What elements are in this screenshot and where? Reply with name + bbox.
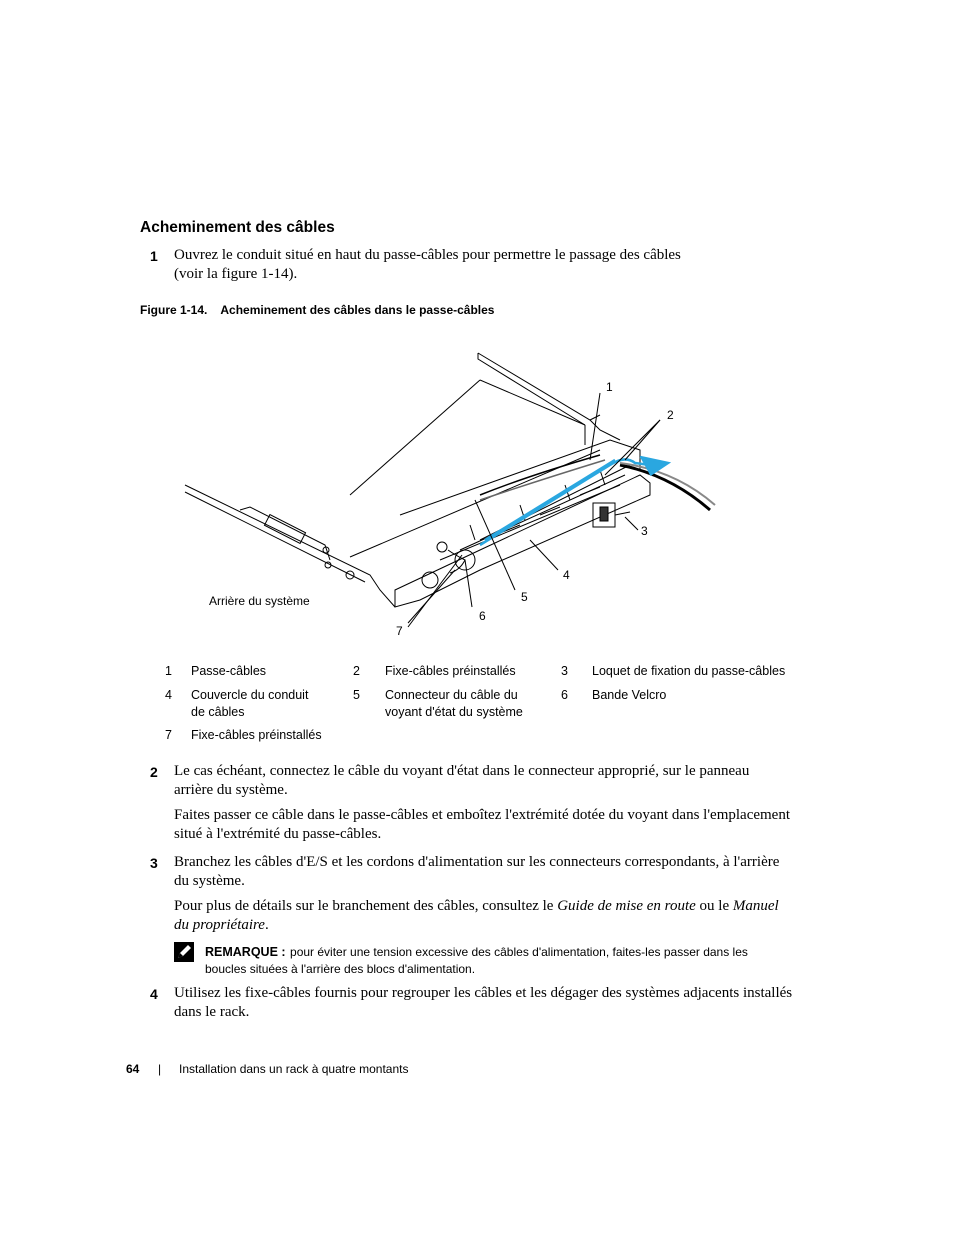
legend-item-4: 4 Couvercle du conduit de câbles: [165, 688, 309, 719]
footer-separator: |: [158, 1062, 162, 1076]
step-1-number: 1: [150, 248, 158, 264]
figure-title: Acheminement des câbles dans le passe-câbles: [220, 303, 495, 317]
guide-link: Guide de mise en route: [557, 898, 696, 914]
step-2-text: Le cas échéant, connectez le câble du voyant d'état dans le connecteur approprié, sur le panneau arrière du système.: [174, 763, 750, 798]
pencil-note-icon: [174, 942, 194, 962]
step-1-line-1: Ouvrez le conduit situé en haut du passe-câbles pour permettre le passage des câbles: [174, 247, 681, 263]
step-2-extra: Faites passer ce câble dans le passe-câbles et emboîtez l'extrémité dotée du voyant dans l'emplacement situé à l'extrémité du passe-câbles.: [174, 807, 790, 842]
legend-item-1: 1 Passe-câbles: [165, 664, 267, 678]
callout-6: 6: [479, 609, 486, 623]
rear-of-system-label: Arrière du système: [209, 594, 310, 608]
callout-5: 5: [521, 590, 528, 604]
step-2-number: 2: [150, 764, 158, 780]
page-number: 64: [126, 1062, 140, 1076]
step-3-extra: Pour plus de détails sur le branchement des câbles, consultez le Guide de mise en route ou le Manuel du propriétaire.: [174, 898, 779, 933]
callout-1: 1: [606, 380, 613, 394]
callout-3: 3: [641, 524, 648, 538]
callout-4: 4: [563, 568, 570, 582]
legend-item-6: 6 Bande Velcro: [561, 688, 667, 702]
step-4-text: Utilisez les fixe-câbles fournis pour regrouper les câbles et les dégager des systèmes adjacents installés dans le rack.: [174, 985, 793, 1020]
callout-2: 2: [667, 408, 674, 422]
step-3-text: Branchez les câbles d'E/S et les cordons d'alimentation sur les connecteurs correspondants, à l'arrière du système.: [174, 854, 780, 889]
step-3-number: 3: [150, 855, 158, 871]
step-1-text: [174, 246, 681, 283]
figure-caption: [140, 303, 494, 317]
legend-item-7: 7 Fixe-câbles préinstallés: [165, 728, 322, 742]
legend-item-3: 3 Loquet de fixation du passe-câbles: [561, 664, 786, 678]
note-label: REMARQUE :: [205, 945, 286, 959]
step-4-number: 4: [150, 986, 158, 1002]
note-block: REMARQUE : pour éviter une tension excessive des câbles d'alimentation, faites-les passer dans les boucles situées à l'arrière des blocs d'alimentation.: [205, 945, 748, 976]
legend-item-5: 5 Connecteur du câble du voyant d'état du système: [353, 688, 523, 719]
section-heading: Acheminement des câbles: [140, 219, 335, 236]
callout-7: 7: [396, 624, 403, 638]
step-1-line-2: (voir la figure 1-14).: [174, 265, 298, 282]
figure-label: Figure 1-14.: [140, 303, 208, 317]
footer-title: Installation dans un rack à quatre montants: [179, 1062, 409, 1076]
legend-item-2: 2 Fixe-câbles préinstallés: [353, 664, 516, 678]
